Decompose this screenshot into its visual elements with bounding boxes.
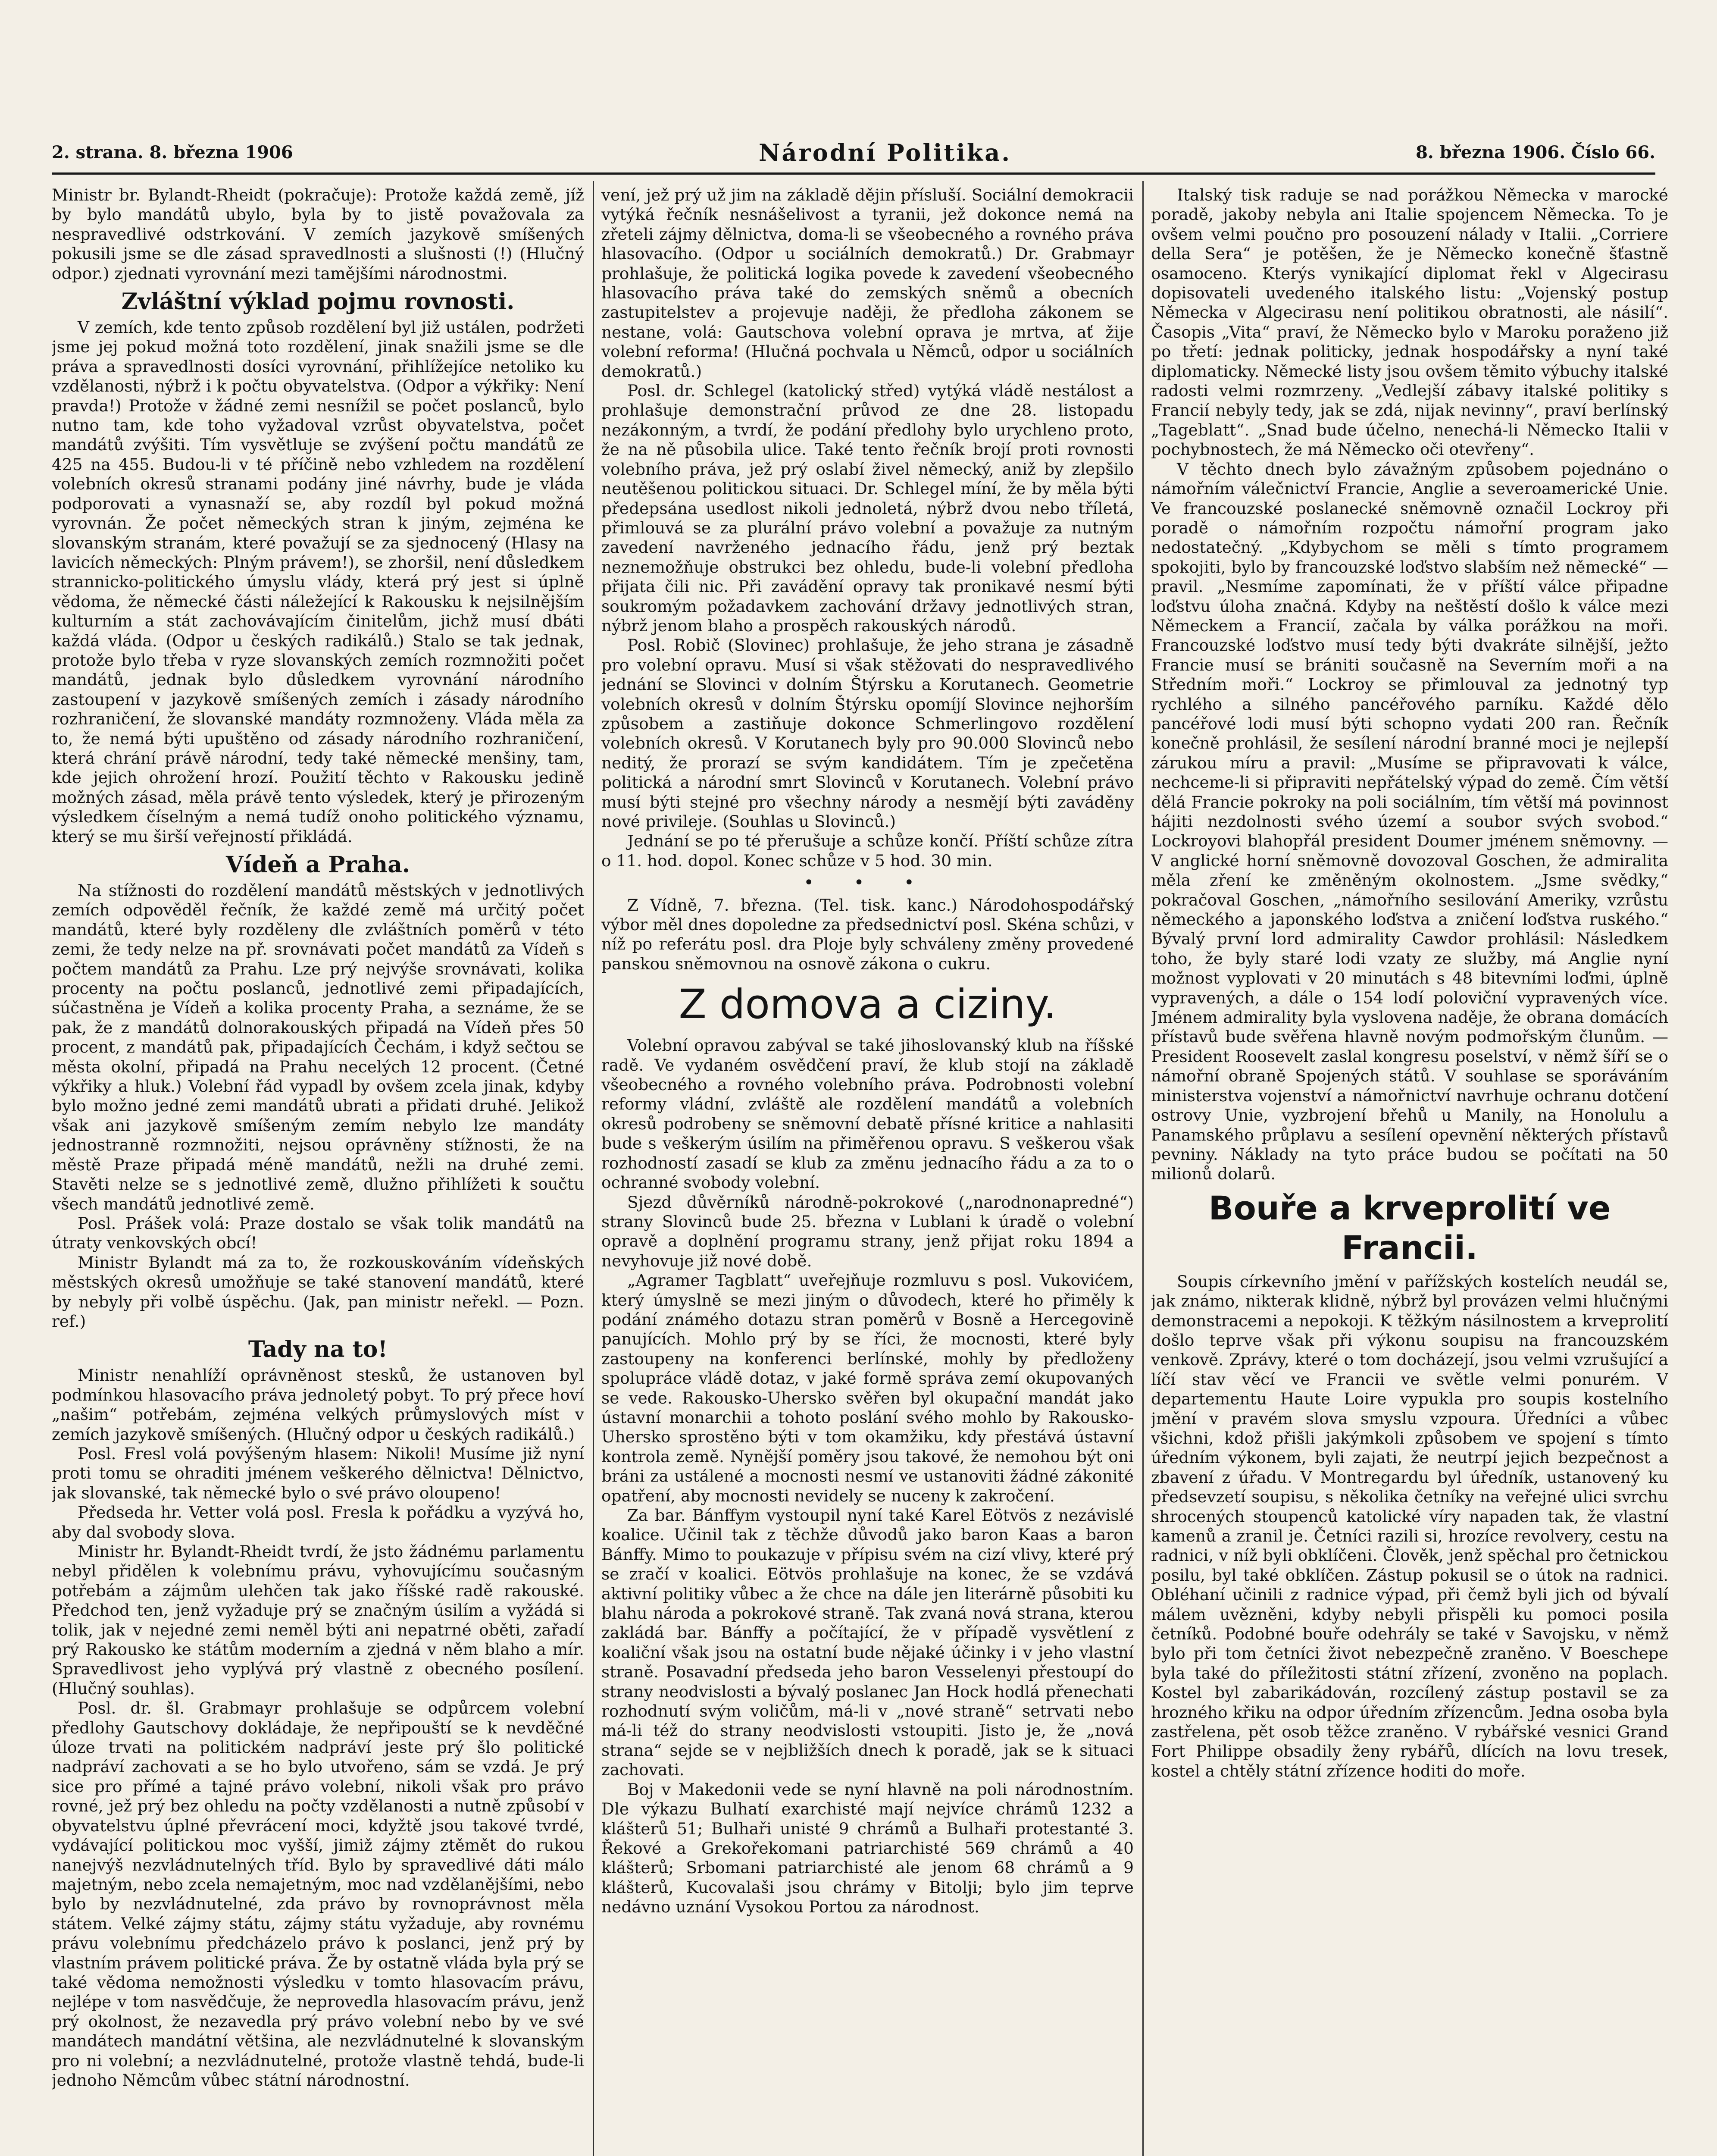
masthead <box>52 139 1655 175</box>
page-number-date: 2. strana. 8. března 1906 <box>52 142 293 163</box>
column-2 <box>601 185 1134 2156</box>
article-paragraph: Z Vídně, 7. března. (Tel. tisk. kanc.) Národohospodářský výbor měl dnes dopoledne za předsednictví posl. Skéna schůzi, v níž po referátu posl. dra Ploje byly schváleny změny provedené panskou sněmovnou na osnově zákona o cukru. <box>601 895 1134 973</box>
article-paragraph: Posl. Fresl volá povýšeným hlasem: Nikoli! Musíme již nyní proti tomu se ohraditi jménem veškerého dělnictva! Dělnictvo, jak slovanské, tak německé bylo o své právo oloupeno! <box>52 1444 584 1502</box>
article-paragraph: Italský tisk raduje se nad porážkou Německa v marocké poradě, jakoby nebyla ani Italie spojencem Německa. To je ovšem velmi poučno pro posouzení nálady v Italii. „Corriere della Sera“ je potěšen, že je Německo konečně šťastně osamoceno. Kterýs vynikající diplomat řekl v Algecirasu dopisovateli uvedeného italského listu: „Vojenský postup Německa v Algecirasu není politikou obratnosti, ale násilí“. Časopis „Vita“ praví, že Německo bylo v Maroku poraženo již po třetí: jednak politicky, jednak hospodářsky a nyní také diplomaticky. Německé listy jsou ovšem těmito výbuchy italské radosti velmi rozmrzeny. „Vedlejší zábavy italské politiky s Francií nebyly tedy, jak se zdá, nijak nevinny“, praví berlínský „Tageblatt“. „Snad bude účelno, nenechá-li Německo Italii v pochybnostech, že má Německo oči otevřeny“. <box>1151 185 1668 459</box>
separator-stars: • • • <box>804 873 932 893</box>
article-paragraph: Posl. dr. Schlegel (katolický střed) vytýká vládě nestálost a prohlašuje demonstrační průvod ze dne 28. listopadu nezákonným, a tvrdí, že podání předlohy bylo urychleno proto, že na ně působila ulice. Také tento řečník brojí proti rovnosti volebního práva, jež prý oslabí živel německý, aniž by zlepšilo neutěšenou politickou situaci. Dr. Schlegel míní, že by měla býti předepsána usedlost nikoli jednoletá, nýbrž dvou nebo tříletá, přimlouvá se za plurální právo volební a považuje za nutným zavedení navrženého jednacího řádu, jenž prý beztak neznemožňuje obstrukci bez ohledu, bude-li volební předloha přijata čili nic. Při zavádění opravy tak pronikavé nesmí býti soukromým požadavkem zachování državy jednotlivých stran, nýbrž jenom blaho a prospěch rakouských národů. <box>601 381 1134 635</box>
article-paragraph: V těchto dnech bylo závažným způsobem pojednáno o námořním válečnictví Francie, Anglie a severoamerické Unie. Ve francouzské poslanecké sněmovně označil Lockroy při poradě o námořním rozpočtu námořní program jako nedostatečný. „Kdybychom se měli s tímto programem spokojiti, bylo by francouzské loďstvo slabším než německé“ — pravil. „Nesmíme zapomínati, že v příští válce připadne loďstvu úloha značná. Kdyby na neštěstí došlo k válce mezi Německem a Francií, začala by válka porážkou na moři. Francouzské loďstvo musí tedy býti dvakráte silnější, ježto Francie musí se brániti současně na Severním moři a na Středním moři.“ Lockroy se přimlouval za jednotný typ rychlého a silného pancéřového parníku. Každé dělo pancéřové lodi musí býti schopno vydati 200 ran. Řečník konečně prohlásil, že sesílení národní branné moci je nejlepší zárukou míru a pravil: „Musíme se připravovati k válce, nechceme-li si připraviti nepřátelský výpad do země. Čím větší dělá Francie pokroky na poli sociálním, tím větší má povinnost hájiti nezdolnosti svého území a soubor svých svobod.“ Lockroyovi blahopřál president Doumer jménem sněmovny. — V anglické horní sněmovně dovozoval Goschen, že admiralita měla zření ke změněným okolnostem. „Jsme svědky,“ pokračoval Goschen, „námořního sesilování Ameriky, vzrůstu německého a japonského loďstva a zničení loďstva ruského.“ Bývalý první lord admirality Cawdor prohlásil: Následkem toho, že byly staré lodi vzaty ze služby, má Anglie nyní možnost vyplovati v 20 minutách s 48 bitevními loďmi, úplně vypravených, a dále o 154 lodí poloviční vypravených více. Jménem admirality byla vyslovena naděje, že obrana domácích přístavů bude svěřena hlavně novým podmořským člunům. — President Roosevelt zaslal kongresu poselství, v němž šíří se o námořní obraně Spojených států. V souhlase se sporáváním ministerstva vojenství a námořnictví navrhuje ochranu dotčení ostrovy Unie, vyzbrojení břehů u Manily, na Honolulu a Panamského průplavu a sesílení opevnění některých přístavů pevniny. Náklady na tyto práce budou se počítati na 50 milionů dolarů. <box>1151 459 1668 1184</box>
article-paragraph: Ministr Bylandt má za to, že rozkouskováním vídeňských městských okresů umožňuje se také stanovení mandátů, které by nebyly při volbě úspěchu. (Jak, pan ministr neřekl. — Pozn. ref.) <box>52 1253 584 1331</box>
article-paragraph: Na stížnosti do rozdělení mandátů městských v jednotlivých zemích odpověděl řečník, že každé země má určitý počet mandátů, které byly rozděleny dle zvláštních poměrů v této zemi, že tedy nelze na př. srovnávati počet mandátů za Vídeň s počtem mandátů za Prahu. Lze prý nejvýše srovnávati, kolika procenty na počtu poslanců, jednotlivé zemi připadajících, súčastněna je Vídeň a kolika procenty Praha, a seznáme, že se pak, že z mandátů dolnorakouských připadá na Vídeň přes 50 procent, z mandátů pak, připadajících Čechám, i když sečtou se města okolní, připadá na Prahu necelých 12 procent. (Četné výkřiky a hluk.) Volební řád vypadl by ovšem zcela jinak, kdyby bylo možno jedné zemi mandátů ubrati a přidati druhé. Jelikož však ani jazykově smíšeným zemím nebylo lze mandáty jednostranně rozmnožiti, nejsou oprávněny stížnosti, že na městě Praze připadá méně mandátů, nežli na druhé zemi. Stavěti nelze se s jednotlivé země, dlužno přihlížeti k součtu všech mandátů jednotlivé země. <box>52 881 584 1213</box>
article-paragraph: Předseda hr. Vetter volá posl. Fresla k pořádku a vyzývá ho, aby dal svobody slova. <box>52 1503 584 1542</box>
column-rule <box>593 181 594 2156</box>
article-paragraph: Posl. Prášek volá: Praze dostalo se však tolik mandátů na útraty venkovských obcí! <box>52 1213 584 1253</box>
article-paragraph: V zemích, kde tento způsob rozdělení byl již ustálen, podržeti jsme jej pokud možná toto rozdělení, jinak snažili jsme se dle práva a spravedlnosti dosíci vyrovnání, přihlížejíce netoliko ku vzdělanosti, nýbrž i k počtu obyvatelstva. (Odpor a výkřiky: Není pravda!) Protože v žádné zemi nesnížil se počet poslanců, bylo nutno tam, kde toho vyžadoval vzrůst obyvatelstva, počet mandátů zvýšiti. Tím vysvětluje se zvýšení počtu mandátů ze 425 na 455. Budou-li v té příčině nebo vzhledem na rozdělení volebních okresů stranami podány jiné návrhy, bude je vláda podporovati a vynasnaží se, aby rozdíl byl pokud možná vyrovnán. Že počet německých stran k jiným, zejména ke slovanským stranám, které považují se za sjednocený (Hlasy na lavicích německých: Plným právem!), se zhoršil, není důsledkem strannicko-politického úmyslu vlády, která prý jest si úplně vědoma, že německé části náležející k Rakousku k nejsilnějším kulturním a stát zachovávajícím činitelům, jichž musí dbáti každá vláda. (Odpor u českých radikálů.) Stalo se tak jednak, protože bylo třeba v ryze slovanských zemích rozmnožiti počet mandátů, jednak bylo důsledkem vyrovnání národního zastoupení v jazykově smíšených zemích i zásady národního rozhraničení, že slovanské mandáty rozmnoženy. Vláda měla za to, že nemá býti upuštěno od zásady národního rozhraničení, která chrání právě národní, tedy také německé menšiny, tam, kde jejich ohrožení hrozí. Použití těchto v Rakousku jedině možných zásad, měla právě tento výsledek, který je přirozeným výsledkem číselným a nemá tudíž onoho politického významu, který se mu širší veřejností přikládá. <box>52 318 584 846</box>
article-paragraph: Soupis církevního jmění v pařížských kostelích neudál se, jak známo, nikterak klidně, nýbrž byl provázen velmi hlučnými demonstracemi a nepokoji. K těžkým násilnostem a krveprolití došlo teprve však při výkonu soupisu na francouzském venkově. Zprávy, které o tom docházejí, jsou velmi vzrušující a líčí stav věcí ve Francii ve světle velmi ponurém. V departementu Haute Loire vypukla pro soupis kostelního jmění v pravém slova smyslu vzpoura. Úředníci a vůbec všichni, kdož přišli jakýmkoli způsobem ve spojení s tímto úředním výkonem, byli zajati, že neutrpí jejich bezpečnost a zbavení z úřadu. V Montregardu byl úředník, ustanovený ku předsevzetí soupisu, s několika četníky na veřejné ulici svrchu shrocených stoupenců katolické víry napaden tak, že vlastní kamenů a zranil je. Četníci razili si, hrozíce revolvery, cestu na radnici, v níž byli obklíčeni. Člověk, jenž spěchal pro četnickou posilu, byl také obklíčen. Zástup pokusil se o útok na radnici. Obléhaní učinili z radnice výpad, při čemž byli jich od bývalí málem uvězněni, kdyby nebyli přispěli ku pomoci posila četníků. Podobné bouře odehrály se také v Savojsku, v němž bylo při tom četníci život nebezpečně zraněno. V Boeschepe byla také do příležitosti státní zřízení, zvoněno na poplach. Kostel byl zabarikádován, rozcílený zástup postavil se za hrozného křiku na odpor úředním zřízencům. Jedna osoba byla zastřelena, pět osob těžce zraněno. V rybářské vesnici Grand Fort Philippe obsadily ženy rybářů, dlících na lovu tresek, kostel a chtěly státní zřízence hoditi do moře. <box>1151 1272 1668 1780</box>
article-paragraph: Volební opravou zabýval se také jihoslovanský klub na říšské radě. Ve vydaném osvědčení praví, že klub stojí na základě všeobecného a rovného volebního práva. Podrobnosti volební reformy vládní, zvláště ale rozdělení mandátů a volebních okresů podrobeny se sněmovní debatě přísné kritice a nahlasiti bude s veškerým úsilím na přiměřenou opravu. S veškerou však rozhodností zasadí se klub za změnu jednacího řádu a za to o ochranné svobody volební. <box>601 1036 1134 1192</box>
article-paragraph: Posl. dr. šl. Grabmayr prohlašuje se odpůrcem volební předlohy Gautschovy dokládaje, že nepřipouští se k nevděčné úloze trvati na politickém nadpráví jeste prý šlo politické nadpráví zachovati a se ho bylo utvořeno, sám se vzdá. Je prý sice pro přímé a tajné právo volební, nikoli však pro právo rovné, jež prý bez ohledu na počty vzdělanosti a nutně způsobí v obyvatelstvu úplné převrácení moci, kdyžtě jsou takové tvrdé, vydávající politickou moc vyšší, jimiž zájmy ztěmět do rukou nanejvýš nezvládnutelných tříd. Bylo by spravedlivé dáti málo majetným, nebo zcela nemajetným, moc nad vzdělanějšími, nebo bylo by nezvládnutelné, zda právo by rovnoprávnost měla státem. Velké zájmy státu, zájmy státu vyžaduje, aby rovnému právu volebnímu předcházelo právo k poslanci, jenž prý by vlastním právem politické práva. Že by ostatně vláda byla prý se také vědoma nemožnosti výsledku v tomto hlasovacím právu, nejlépe v tom nasvědčuje, že neprovedla hlasovacím právu, jenž prý okolnost, že nezavedla prý právo volební nebo by ve své mandátech mandátní většina, ale nezvládnutelné k slovanským pro ni volební; a nezvládnutelné, protože vlastně tehdá, bude-li jednoho Němcům vůbec státní národnostní. <box>52 1698 584 2090</box>
article-paragraph: vení, jež prý už jim na základě dějin přísluší. Sociální demokracii vytýká řečník nesnášelivost a tyranii, jež dokonce nemá na zřeteli zájmy dělnictva, doma-li se všeobecného a rovného práva hlasovacího. (Odpor u sociálních demokratů.) Dr. Grabmayr prohlašuje, že politická logika povede k zavedení všeobecného hlasovacího práva také do zemských sněmů a obecních zastupitelstev a projevuje naději, že předloha zákonem se nestane, volá: Gautschova volební oprava je mrtva, ať žije volební reforma! (Hlučná pochvala u Němců, odpor u sociálních demokratů.) <box>601 185 1134 381</box>
column-1 <box>52 185 584 2156</box>
article-paragraph: Sjezd důvěrníků národně-pokrokové („narodnonapredné“) strany Slovinců bude 25. března v Lublani k úradě o volební opravě a doplnění programu strany, jenž přijat roku 1894 a nevyhovuje již nové době. <box>601 1192 1134 1270</box>
column-3 <box>1151 185 1668 2156</box>
article-paragraph: „Agramer Tagblatt“ uveřejňuje rozmluvu s posl. Vukovićem, který úmyslně se mezi jiným o důvodech, které ho přiměly k podání známého dotazu stran poměrů v Bosně a Hercegovině panujících. Mohlo prý by se říci, že mocnosti, které byly zastoupeny na konferenci berlínské, mohly by předloženy spolupráce vládě dotaz, v jaké formě správa zemí okupovaných se vede. Rakousko-Uhersko svěřen byl okupační mandát jako ústavní monarchii a tohoto poslání svého mohlo by Rakousko-Uhersko sprostěno býti v tom okamžiku, kdy přestává ústavní kontrola země. Nynější poměry jsou takové, že nemohou být oni bráni za ustálené a mocnosti nesmí ve ustanoviti žádné zákonité opatření, aby mocnosti nevidely se nuceny k zakročení. <box>601 1271 1134 1505</box>
issue-date-number: 8. března 1906. Číslo 66. <box>1416 142 1655 163</box>
article-paragraph: Jednání se po té přerušuje a schůze končí. Příští schůze zítra o 11. hod. dopol. Konec schůze v 5 hod. 30 min. <box>601 831 1134 870</box>
article-paragraph: Ministr hr. Bylandt-Rheidt tvrdí, že jsto žádnému parlamentu nebyl přidělen k volebnímu právu, vyhovujícímu současným potřebám a zájmům ulehčen tak jako říšské radě rakouské. Předchod ten, jenž vyžaduje prý se značným úsilím a vyžádá si tolik, jak v nejedné zemi neměl býti ani nepatrné oběti, zařadí prý Rakousko ke státům moderním a zjedná v něm blaho a mír. Spravedlivost jeho vyplývá prý vlastně z obecného posílení. (Hlučný souhlas). <box>52 1542 584 1698</box>
section-heading: Tady na to! <box>248 1336 388 1363</box>
section-heading: Vídeň a Praha. <box>225 852 410 878</box>
article-paragraph: Boj v Makedonii vede se nyní hlavně na poli národnostním. Dle výkazu Bulhatí exarchisté mají nejvíce chrámů 1232 a klášterů 51; Bulhaři unisté 9 chrámů a Bulhaři protestanté 3. Řekové a Grekořekomani patriarchisté 569 chrámů a 40 klášterů; Srbomani patriarchisté ale jenom 68 chrámů a 9 klášterů, Kucovalaši jsou chrámy v Bitolji; bylo jim teprve nedávno uznání Vysokou Portou za národnost. <box>601 1780 1134 1917</box>
article-paragraph: Posl. Robič (Slovinec) prohlašuje, že jeho strana je zásadně pro volební opravu. Musí si však stěžovati do nespravedlivého jednání se Slovinci v dolním Štýrsku a Korutanech. Geometrie volebních okresů v dolním Štýrsku opomíjí Slovince nejhorším způsobem a zastiňuje dokonce Schmerlingovo rozdělení volebních okresů. V Korutanech byly pro 90.000 Slovinců nebo neditý, že prorazí se svým kandidátem. Tím je zpečetěna politická a národní smrt Slovinců v Korutanech. Volební právo musí býti stejné pro všechny národy a nesmějí býti zaváděny nové privileje. (Souhlas u Slovinců.) <box>601 636 1134 831</box>
column-rule <box>1142 181 1144 2156</box>
section-heading: Zvláštní výklad pojmu rovnosti. <box>121 288 515 315</box>
section-heading: Z domova a ciziny. <box>679 981 1057 1028</box>
newspaper-title: Národní Politika. <box>759 139 1012 166</box>
section-heading: Bouře a krveprolití ve Francii. <box>1208 1188 1611 1267</box>
article-paragraph: Za bar. Bánffym vystoupil nyní také Karel Eötvös z nezávislé koalice. Učinil tak z těchže důvodů jako baron Kaas a baron Bánffy. Mimo to poukazuje v přípisu svém na cizí vlivy, které prý se zračí v koalici. Eötvös prohlašuje na konec, že se vzdává aktivní politiky vůbec a že chce na dále jen literárně působiti ku blahu národa a pokrokové straně. Tak zvaná nová strana, kterou zakládá bar. Bánffy a počítající, že v případě vysvětlení z koaliční však jsou na ostatní bude nějaké účinky i v jeho vlastní straně. Posavadní předseda jeho baron Vesselenyi přestoupí do strany neodvislosti a bývalý poslanec Jan Hock hodlá přenechati rozhodnutí svým voličům, má-li v „nové straně“ setrvati nebo má-li též do strany neodvislosti vstoupiti. Jisto je, že „nová strana“ sejde se v nejbližších dnech k poradě, jak se k situaci zachovati. <box>601 1506 1134 1780</box>
article-paragraph: Ministr br. Bylandt-Rheidt (pokračuje): Protože každá země, jíž by bylo mandátů ubylo, byla by to jistě považovala za nespravedlivé odstrkování. V zemích jazykově smíšených pokusili jsme se dle zásad spravedlnosti a slušnosti (!) (Hlučný odpor.) zjednati vyrovnání mezi tamějšími národnostmi. <box>52 185 584 283</box>
article-paragraph: Ministr nenahlíží oprávněnost stesků, že ustanoven byl podmínkou hlasovacího práva jednoletý pobyt. To prý přece hoví „našim“ potřebám, zejména velkých průmyslových míst v zemích jazykově smíšených. (Hlučný odpor u českých radikálů.) <box>52 1366 584 1444</box>
